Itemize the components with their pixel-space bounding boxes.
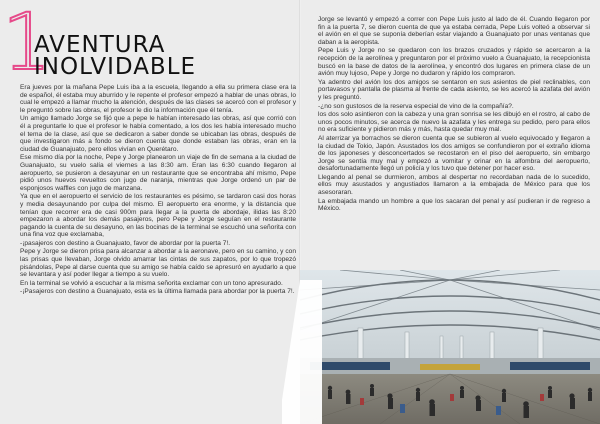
- paragraph: Un amigo llamado Jorge se fijó que a pepe le habían interesado las obras, así que corrió con él a preguntarle lo que el profesor le había comentado, a los dos les había interesado mucho el tema de la clase, así que se dedicaron a saber donde se ubicaban las obras, después de que investigaron más a fondo se dieron cuenta que donde estaban las obras, eran en la ciudad de Guanajuato, pero ellos vivían en Querétaro.: [20, 115, 296, 153]
- decorative-slash: [282, 280, 322, 424]
- page-title: [34, 34, 294, 78]
- paragraph: En la terminal se volvió a escuchar a la misma señorita exclamar con un tono apresurado.: [20, 279, 283, 287]
- paragraph: los dos solo asintieron con la cabeza y una gran sonrisa se les dibujó en el rostro, al cabo de unos pocos minutos, se acerca de nuevo la azafata y les entrega su pedido, pero para ellos no era suficiente y pidieron más y más, hasta quedar muy mal.: [318, 111, 590, 134]
- paragraph: Pepe Luis y Jorge no se quedaron con los brazos cruzados y rápido se acercaron a la recepción de la aerolínea y preguntaron por el próximo vuelo a Guanajuato, la recepcionista buscó en la base de datos de la aerolínea, y encontró dos lugares en primera clase de un avión muy lujoso, Pepe y Jorge no dudaron y rápido los compraron.: [318, 47, 590, 78]
- paragraph: Llegando al penal se durmieron, ambos al despertar no recordaban nada de lo sucedido, ellos muy asustados y angustiados llamaron a la embajada de México para que los asesoraran.: [318, 173, 590, 197]
- paragraph: Era jueves por la mañana Pepe Luis iba a la escuela, llegando a ella su primera clase era la de español, él estaba muy aburrido y le repente el profesor empezó a hablar de unas obras, lo cual le empezó a llamar mucho la atención, después de las clases se acercó con el profesor y le preguntó sobre las obras, el profesor le dio la información que él tenía.: [20, 84, 296, 114]
- right-column-text: [318, 16, 590, 214]
- airport-terminal-photo: [300, 270, 600, 424]
- title-line-2: INOLVIDABLE: [34, 54, 197, 80]
- paragraph: Ya adentro del avión los dos amigos se sentaron en sus asientos de piel reclinables, con portavasos y pantalla de plasma al frente de cada asiento, se les acercó la azafata del avión y les preguntó.: [318, 78, 590, 101]
- paragraph: Ese mismo día por la noche, Pepe y Jorge planearon un viaje de fin de semana a la ciudad de Guanajuato, su vuelo salía el viernes a las 8:30 am. Eran las 6:30 cuando llegaron al aeropuerto, se pusieron a desayunar en un restaurante que se encontraba ahí mismo, Pepe pidió unos huevos revueltos con jugo de naranja, mientras que Jorge ordenó un par de esponjosos waffles con jugo de manzana.: [20, 154, 296, 192]
- left-column-text: [20, 84, 296, 297]
- paragraph: -¡pasajeros con destino a Guanajuato, favor de abordar por la puerta 7!.: [20, 239, 231, 247]
- paragraph: Pepe y Jorge se dieron prisa para alcanzar a abordar a la aeronave, pero en su camino, y con las prisas que llevaban, Jorge olvido amarrar las cintas de sus zapatos, por lo que tropezó pisándolas, Pepe al darse cuenta que su amigo se había caído se apresuró en ayudarlo a que se levantara y así poder llegar a tiempo a su vuelo.: [20, 248, 296, 279]
- title-line-1: AVENTURA: [34, 32, 166, 58]
- paragraph: Al aterrizar ya borrachos se dieron cuenta que se subieron al vuelo equivocado y llegaron a la ciudad de Tokio, Japón. Asustados los dos amigos se confundieron por el extraño idioma de los japoneses y desconcertados se recostaron en el piso del aeropuerto, sin embargo Jorge se sentía muy mal y empezó a vomitar y orinar en la alfombra del aeropuerto, desafortunadamente llegó un policía y los tuvo que detener por hacer eso.: [318, 134, 590, 173]
- paragraph: -¿no son gustosos de la reserva especial de vino de la compañía?.: [318, 102, 514, 110]
- paragraph: La embajada mando un hombre a que los sacaran del penal y así pudieran ir de regreso a México.: [318, 197, 590, 213]
- paragraph: -¡Pasajeros con destino a Guanajuato, esta es la última llamada para abordar por la puerta 7!.: [20, 288, 295, 296]
- paragraph: Ya que en el aeropuerto el servicio de los restaurantes es pésimo, se tardaron casi dos horas y media desayunando por culpa del mismo. El aeropuerto era enorme, y la distancia que tenían que recorrer era de casi 900m para llegar a la puerta de abordaje, ilidas las 8:20 empezaron a abordar los demás pasajeros, pero Pepe y Jorge seguían en el restaurante pagando la cuenta de su desayuno, en las bocinas de la terminal se escuchó una señorita con una fina voz que exclamaba,: [20, 193, 296, 239]
- paragraph: Jorge se levantó y empezó a correr con Pepe Luis justo al lado de él. Cuando llegaron por fin a la puerta 7, se dieron cuenta de que ya estaba cerrada, Pepe Luis volteó a observar si el avión en el que se suponía deberían estar viajando a Guanajuato por unas ventanas que daban a la aeropista.: [318, 16, 590, 46]
- chapter-number: 1: [2, 0, 52, 88]
